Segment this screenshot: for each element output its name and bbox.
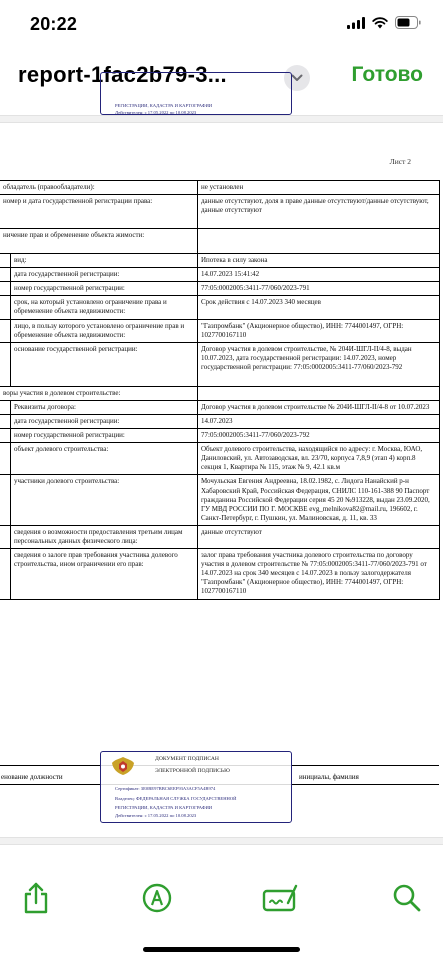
sign-button[interactable] [262, 880, 298, 916]
row-label: номер и дата государственной регистрации права: [0, 195, 198, 229]
row-value: "Газпромбанк" (Акционерное общество), ИНН: 7744001497, ОГРН: 1027700167110 [198, 319, 440, 342]
document-viewer[interactable] [0, 102, 443, 860]
position-label: енование должности [1, 773, 63, 781]
row-value: Срок действия с 14.07.2023 340 месяцев [198, 296, 440, 319]
table-row [0, 342, 440, 386]
row-label: воры участия в долевом строительстве: [0, 386, 198, 400]
row-label: ничение прав и обременение объекта жимости: [0, 229, 198, 254]
stamp-text: РЕГИСТРАЦИИ, КАДАСТРА И КАРТОГРАФИИ [115, 805, 213, 810]
sheet-label: Лист 2 [389, 157, 411, 166]
stamp-title: ДОКУМЕНТ ПОДПИСАН [155, 756, 219, 762]
row-label: основание государственной регистрации: [11, 342, 198, 386]
row-label: дата государственной регистрации: [11, 268, 198, 282]
search-icon [392, 883, 422, 913]
row-label: лицо, в пользу которого установлено ограничение прав и обременение объекта недвижимости: [11, 319, 198, 342]
stamp-text: Сертификат: 3E0BE97BBC6EEF93A3ACF5A4B974 [115, 786, 216, 791]
table-row [0, 386, 440, 400]
table-row [0, 549, 440, 599]
document-title: report-1fac2b79-3... [18, 62, 227, 87]
chevron-down-icon [291, 74, 303, 82]
markup-icon [141, 882, 173, 914]
table-row [0, 229, 440, 254]
row-value [198, 386, 440, 400]
row-label: обладатель (правообладатели): [0, 181, 198, 195]
signature-stamp [100, 72, 292, 115]
registry-table [0, 180, 440, 600]
row-label: сведения о залоге прав требования участника долевого строительства, ином ограничении его прав: [11, 549, 198, 599]
row-value: залог права требования участника долевого строительства по договору участия в долевом строительстве № 77:05:0002005:3411-77/060/2023-791 от 14.07.2023 на срок 340 месяцев с 14.07.2023 в пользу залогодержателя "Газпромбанк" (Акционерное общество), ИНН: 7744001497, ОГРН: 1027700167110 [198, 549, 440, 599]
row-value: Ипотека в силу закона [198, 254, 440, 268]
row-value: 14.07.2023 15:41:42 [198, 268, 440, 282]
row-label: вид: [11, 254, 198, 268]
table-row [0, 254, 440, 268]
status-time: 20:22 [30, 14, 78, 34]
stamp-text: РЕГИСТРАЦИИ, КАДАСТРА И КАРТОГРАФИИ [115, 103, 213, 108]
done-button[interactable]: Готово [351, 63, 423, 86]
sign-icon [262, 883, 298, 913]
status-bar [0, 0, 443, 52]
row-value: данные отсутствуют, доля в праве данные отсутствуют/данные отсутствуют, данные отсутствуют [198, 195, 440, 229]
search-button[interactable] [389, 880, 425, 916]
table-row [0, 319, 440, 342]
stamp-text: Действителен: с 17.05.2022 по 10.08.2023 [115, 813, 197, 818]
stamp-title: ЭЛЕКТРОННОЙ ПОДПИСЬЮ [155, 768, 230, 774]
table-row [0, 443, 440, 475]
row-value: Договор участия в долевом строительстве, № 204И-ШГЛ-II/4-8, выдан 10.07.2023, дата государственной регистрации: 14.07.2023, номер государственной регистрации: 77:05:0002005:3411-77/060/2023-792 [198, 342, 440, 386]
row-label: участники долевого строительства: [11, 475, 198, 525]
row-label: объект долевого строительства: [11, 443, 198, 475]
document-page [0, 122, 443, 838]
row-label: дата государственной регистрации: [11, 414, 198, 428]
markup-button[interactable] [139, 880, 175, 916]
table-row [0, 268, 440, 282]
previous-page [0, 102, 443, 116]
row-value: Мочульская Евгения Андреевна, 18.02.1982, с. Лидога Нанайский р-н Хабаровский Край, Российская Федерация, СНИЛС 110-161-388 90 Паспорт гражданина Российской Федерации серия 45 20 №913228, выдан 23.09.2020, ГУ МВД РОССИИ ПО Г. МОСКВЕ evg_melnikova82@mail.ru, 196602, г. Санкт-Петербург, г. Пушкин, ул. Малиновская, д. 11, кв. 33 [198, 475, 440, 525]
table-row [0, 181, 440, 195]
table-row [0, 400, 440, 414]
table-row [0, 475, 440, 525]
row-value: Договор участия в долевом строительстве № 204И-ШГЛ-II/4-8 от 10.07.2023 [198, 400, 440, 414]
table-row [0, 525, 440, 548]
electronic-signature-stamp [100, 751, 292, 823]
status-icons [347, 16, 421, 29]
coat-of-arms-icon [109, 755, 137, 783]
share-icon [21, 881, 51, 915]
table-row [0, 296, 440, 319]
row-value: 77:05:0002005:3411-77/060/2023-791 [198, 282, 440, 296]
name-label: инициалы, фамилия [299, 773, 359, 781]
table-row [0, 414, 440, 428]
table-row [0, 282, 440, 296]
share-button[interactable] [18, 880, 54, 916]
row-value: не установлен [198, 181, 440, 195]
row-label: Реквизиты договора: [11, 400, 198, 414]
row-label: номер государственной регистрации: [11, 429, 198, 443]
wifi-icon [372, 17, 388, 29]
row-value: Объект долевого строительства, находящийся по адресу: г. Москва, ЮАО, Даниловский, ул. Автозаводская, вл. 23/70, корпуса 7,8,9 (этап 4) корп.8 секция 1, Квартира № 115, этаж № 9, 42.1 кв.м [198, 443, 440, 475]
row-value: данные отсутствуют [198, 525, 440, 548]
home-indicator [143, 947, 300, 952]
row-label: сведения о возможности предоставления третьим лицам персональных данных физического лица: [11, 525, 198, 548]
stamp-text: Действителен: с 17.05.2022 по 10.08.2023 [115, 110, 197, 115]
battery-icon [395, 16, 421, 29]
table-row [0, 429, 440, 443]
row-label: срок, на который установлено ограничение права и обременение объекта недвижимости: [11, 296, 198, 319]
cellular-signal-icon [347, 17, 365, 29]
row-label: номер государственной регистрации: [11, 282, 198, 296]
stamp-text: Владелец: ФЕДЕРАЛЬНАЯ СЛУЖБА ГОСУДАРСТВЕННОЙ [115, 796, 237, 801]
row-value: 77:05:0002005:3411-77/060/2023-792 [198, 429, 440, 443]
bottom-toolbar [0, 860, 443, 960]
row-value [198, 229, 440, 254]
table-row [0, 195, 440, 229]
row-value: 14.07.2023 [198, 414, 440, 428]
